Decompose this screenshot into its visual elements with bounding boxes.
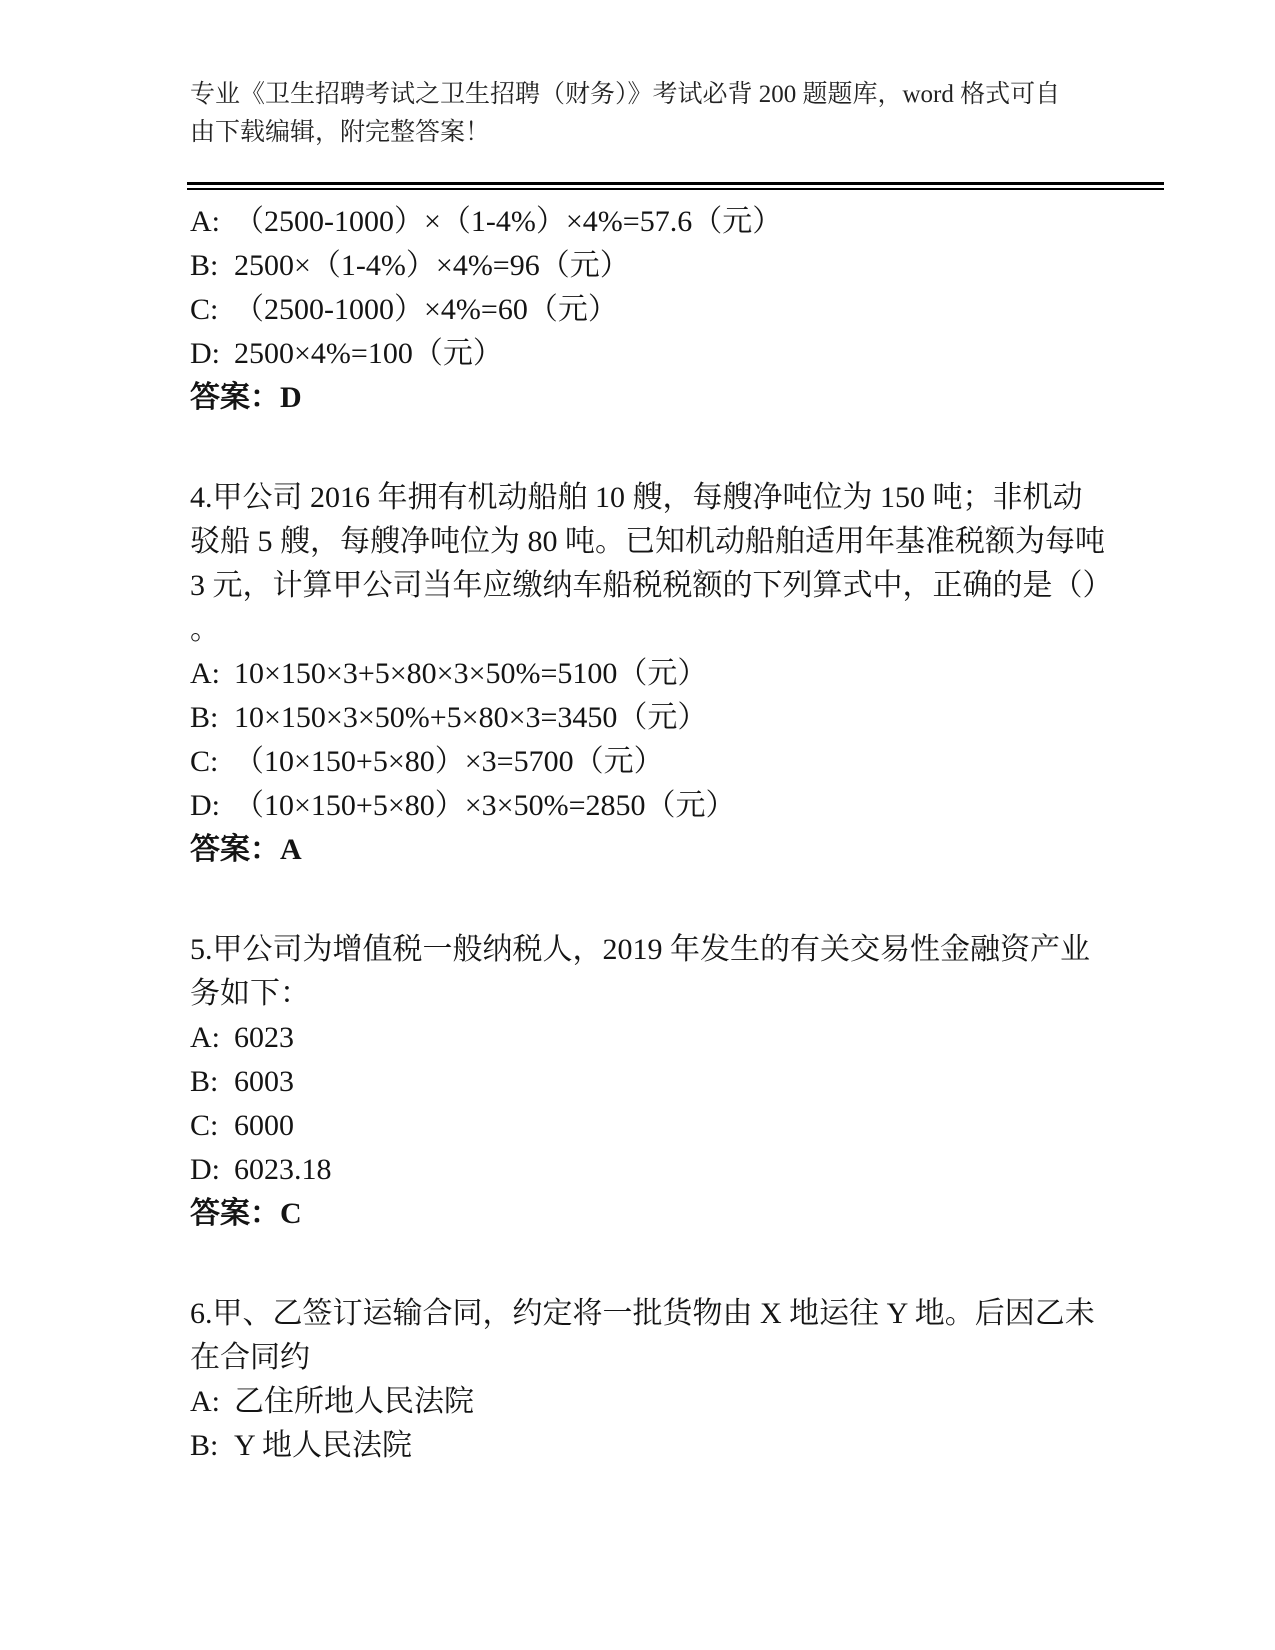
option-label: A: — [190, 1385, 220, 1418]
option-row — [190, 332, 1085, 376]
option-label: A: — [190, 205, 220, 238]
option-row — [190, 244, 1085, 288]
option-label: A: — [190, 657, 220, 690]
option-row — [190, 652, 1085, 696]
option-label: B: — [190, 1429, 219, 1462]
option-row — [190, 1016, 1085, 1060]
option-row — [190, 1380, 1085, 1424]
question-stem-line: 3 元，计算甲公司当年应缴纳车船税税额的下列算式中，正确的是（） — [190, 569, 1113, 602]
question-stem-line: 。 — [190, 613, 220, 646]
option-row — [190, 696, 1085, 740]
option-text: 2500×（1-4%）×4%=96（元） — [234, 249, 630, 282]
question-stem-line: 6.甲、乙签订运输合同，约定将一批货物由 X 地运往 Y 地。后因乙未 — [190, 1297, 1095, 1330]
question-stem-line: 务如下： — [190, 977, 310, 1010]
option-text: （10×150+5×80）×3×50%=2850（元） — [234, 789, 736, 822]
option-label: A: — [190, 1021, 220, 1054]
option-label: D: — [190, 789, 220, 822]
header-line: 专业《卫生招聘考试之卫生招聘（财务）》考试必背 200 题题库，word 格式可自 — [190, 81, 1061, 108]
question-block — [190, 476, 1113, 872]
answer-line: 答案：D — [190, 381, 302, 414]
option-label: B: — [190, 1065, 219, 1098]
option-label: B: — [190, 701, 219, 734]
question-stem-line: 4.甲公司 2016 年拥有机动船舶 10 艘，每艘净吨位为 150 吨；非机动 — [190, 481, 1083, 514]
option-text: 2500×4%=100（元） — [234, 337, 503, 370]
page-header — [0, 0, 1275, 182]
block-spacer — [190, 1236, 1085, 1292]
option-text: 6000 — [234, 1109, 294, 1142]
question-block — [190, 200, 1085, 420]
option-text: 6023 — [234, 1021, 294, 1054]
question-stem-line: 在合同约 — [190, 1341, 310, 1374]
option-label: D: — [190, 337, 220, 370]
option-label: B: — [190, 249, 219, 282]
question-stem-line: 5.甲公司为增值税一般纳税人，2019 年发生的有关交易性金融资产业 — [190, 933, 1090, 966]
header-line: 由下载编辑，附完整答案！ — [190, 119, 491, 146]
option-row — [190, 1104, 1085, 1148]
option-row — [190, 288, 1085, 332]
option-row — [190, 784, 1085, 828]
option-row — [190, 1424, 1085, 1468]
option-text: 6023.18 — [234, 1153, 332, 1186]
option-row — [190, 1148, 1085, 1192]
option-text: （2500-1000）×（1-4%）×4%=57.6（元） — [234, 205, 783, 238]
question-block — [190, 1292, 1095, 1468]
question-block — [190, 928, 1090, 1236]
option-text: 10×150×3×50%+5×80×3=3450（元） — [234, 701, 708, 734]
option-row — [190, 1060, 1085, 1104]
option-label: D: — [190, 1153, 220, 1186]
answer-line: 答案：C — [190, 1197, 302, 1230]
option-label: C: — [190, 745, 219, 778]
option-text: 6003 — [234, 1065, 294, 1098]
header-divider — [187, 182, 1164, 190]
block-spacer — [190, 420, 1085, 476]
option-text: 乙住所地人民法院 — [234, 1385, 474, 1418]
option-text: 10×150×3+5×80×3×50%=5100（元） — [234, 657, 708, 690]
page-body — [0, 190, 1113, 1468]
option-row — [190, 200, 1085, 244]
option-label: C: — [190, 293, 219, 326]
answer-line: 答案：A — [190, 833, 302, 866]
question-stem-line: 驳船 5 艘，每艘净吨位为 80 吨。已知机动船舶适用年基准税额为每吨 — [190, 525, 1105, 558]
option-text: （10×150+5×80）×3=5700（元） — [234, 745, 664, 778]
option-row — [190, 740, 1085, 784]
block-spacer — [190, 872, 1085, 928]
option-text: （2500-1000）×4%=60（元） — [234, 293, 618, 326]
option-text: Y 地人民法院 — [234, 1429, 413, 1462]
option-label: C: — [190, 1109, 219, 1142]
